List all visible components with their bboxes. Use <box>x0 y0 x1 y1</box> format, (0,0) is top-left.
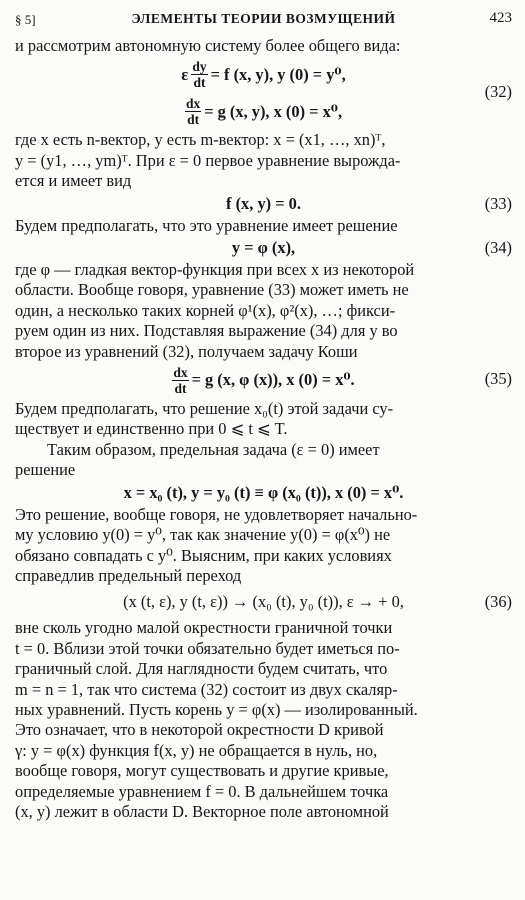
equation-36-body: (x (t, ε), y (t, ε)) → (x₀ (t), y₀ (t)), ε → + 0, <box>123 592 404 612</box>
paragraph-vectors-line-3: ется и имеет вид <box>15 171 132 191</box>
fraction-denominator: dt <box>187 112 200 128</box>
equation-36 <box>15 586 512 618</box>
paragraph-assume-solution: Будем предполагать, что это уравнение имеет решение <box>15 215 398 235</box>
fraction-numerator: dy <box>192 59 207 75</box>
paragraph-boundary-line-8: вообще говоря, могут существовать и другие кривые, <box>15 761 389 781</box>
paragraph-boundary-line-6: Это означает, что в некоторой окрестности D кривой <box>15 720 384 740</box>
fraction-dy-dt <box>191 59 207 90</box>
paragraph-phi-line-5: второе из уравнений (32), получаем задачу Коши <box>15 341 358 361</box>
paragraph-phi-line-2: области. Вообще говоря, уравнение (33) может иметь не <box>15 280 409 300</box>
equation-33-body: f (x, y) = 0. <box>226 193 301 213</box>
epsilon-symbol: ε <box>181 64 189 84</box>
paragraph-vectors-line-2: y = (y1, …, ym)ᵀ. При ε = 0 первое уравнение вырожда- <box>15 150 401 170</box>
paragraph-initial-condition-line-4: справедлив предельный переход <box>15 565 242 585</box>
equation-limit-solution <box>15 481 512 505</box>
page-number: 423 <box>489 10 512 26</box>
paragraph-boundary-line-10: (x, y) лежит в области D. Векторное поле автономной <box>15 801 389 821</box>
fraction-dx-dt <box>172 365 188 396</box>
fraction-dx-dt <box>185 96 201 127</box>
fraction-numerator: dx <box>173 365 188 381</box>
paragraph-existence-line-2: ществует и единственно при 0 ⩽ t ⩽ T. <box>15 419 288 439</box>
paragraph-limit-problem-line-2: решение <box>15 460 76 480</box>
paragraph-limit-problem-line-1: Таким образом, предельная задача (ε = 0) имеет <box>47 439 380 459</box>
paragraph-initial-condition-line-2: му условию y(0) = y⁰, так как значение y(0) = φ(x⁰) не <box>15 525 391 545</box>
paragraph-existence-line-1: Будем предполагать, что решение x₀(t) этой задачи су- <box>15 399 394 419</box>
paragraph-phi-line-3: один, а несколько таких корней φ¹(x), φ²(x), …; фикси- <box>15 300 396 320</box>
equation-34 <box>15 236 512 260</box>
fraction-denominator: dt <box>174 381 187 397</box>
paragraph-boundary-line-2: t = 0. Вблизи этой точки обязательно будет иметься по- <box>15 638 400 658</box>
running-title: ЭЛЕМЕНТЫ ТЕОРИИ ВОЗМУЩЕНИЙ <box>131 11 396 26</box>
equation-34-body: y = φ (x), <box>231 238 296 258</box>
equation-number-35: (35) <box>484 369 512 389</box>
paragraph-intro: и рассмотрим автономную систему более общего вида: <box>15 36 401 55</box>
paragraph-boundary-line-7: γ: y = φ(x) функция f(x, y) не обращается в нуль, но, <box>15 740 378 760</box>
paragraph-initial-condition-line-1: Это решение, вообще говоря, не удовлетворяет начально- <box>15 504 418 524</box>
paragraph-boundary-line-1: вне сколь угодно малой окрестности граничной точки <box>15 618 393 638</box>
paragraph-phi-line-4: руем один из них. Подставляя выражение (34) для y во <box>15 321 398 341</box>
paragraph-boundary-line-9: определяемые уравнением f = 0. В дальнейшем точка <box>15 781 389 801</box>
equation-35-rhs: = g (x, φ (x)), x (0) = x⁰. <box>191 370 355 390</box>
equation-32-rhs-2: = g (x, y), x (0) = x⁰, <box>204 101 343 121</box>
equation-33 <box>15 192 512 216</box>
equation-32-rhs-1: = f (x, y), y (0) = y⁰, <box>210 64 346 84</box>
section-ref: § 5] <box>15 12 36 27</box>
equation-32-line-2 <box>15 93 512 130</box>
equation-number-34: (34) <box>484 238 512 258</box>
paragraph-boundary-line-4: m = n = 1, так что система (32) состоит из двух скаляр- <box>15 679 398 699</box>
equation-limit-body: x = x₀ (t), y = y₀ (t) ≡ φ (x₀ (t)), x (0) = x⁰. <box>123 482 404 502</box>
fraction-numerator: dx <box>185 96 201 112</box>
equation-number-36: (36) <box>484 592 512 612</box>
equation-number-32: (32) <box>484 82 512 102</box>
page-header <box>15 8 512 28</box>
equation-number-33: (33) <box>484 193 512 213</box>
paragraph-vectors-line-1: где x есть n-вектор, y есть m-вектор: x = (x1, …, xn)ᵀ, <box>15 130 386 150</box>
paragraph-phi-line-1: где φ — гладкая вектор-функция при всех x из некоторой <box>15 260 415 280</box>
paragraph-initial-condition-line-3: обязано совпадать с y⁰. Выясним, при каких условиях <box>15 545 392 565</box>
equation-32-line-1 <box>15 56 512 93</box>
paragraph-boundary-line-5: ных уравнений. Пусть корень y = φ(x) — изолированный. <box>15 699 418 719</box>
fraction-denominator: dt <box>193 75 206 91</box>
paragraph-boundary-line-3: граничный слой. Для наглядности будем считать, что <box>15 659 388 679</box>
page-body <box>15 36 512 822</box>
equation-32-system <box>15 56 512 130</box>
equation-35 <box>15 362 512 399</box>
